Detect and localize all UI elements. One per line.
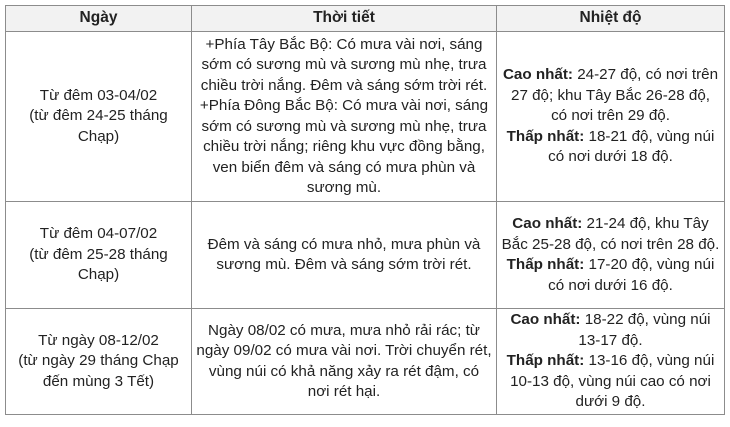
temperature-cell — [497, 202, 725, 309]
weather-cell — [192, 32, 497, 202]
date-range: Từ đêm 03-04/02 — [39, 86, 158, 104]
max-temperature-label: Cao nhất: — [502, 66, 573, 84]
header-date: Ngày — [6, 6, 192, 32]
lunar-date-range: (từ đêm 25-28 tháng Chạp) — [29, 245, 168, 284]
max-temperature-value: 21-24 độ, khu Tây Bắc 25-28 độ, có nơi trên 28 độ. — [501, 215, 720, 253]
max-temperature-label: Cao nhất: — [510, 311, 581, 329]
weather-description: Đêm và sáng có mưa nhỏ, mưa phùn và sương mù. Đêm và sáng sớm trời rét. — [207, 235, 481, 273]
date-cell — [6, 202, 192, 309]
lunar-date-range: (từ ngày 29 tháng Chạp đến mùng 3 Tết) — [18, 352, 179, 390]
min-temperature-label: Thấp nhất: — [506, 352, 585, 370]
temperature-cell — [497, 32, 725, 202]
min-temperature-value: 13-16 độ, vùng núi 10-13 độ, vùng núi cao có nơi dưới 9 độ. — [510, 352, 715, 411]
weather-description: +Phía Tây Bắc Bộ: Có mưa vài nơi, sáng sớm có sương mù và sương mù nhẹ, trưa chiều trời nắng. Đêm và sáng sớm trời rét. — [200, 35, 488, 94]
min-temperature — [501, 255, 720, 296]
min-temperature-value: 17-20 độ, vùng núi có nơi dưới 16 độ. — [548, 256, 715, 294]
min-temperature — [501, 127, 720, 168]
header-temperature: Nhiệt độ — [497, 6, 725, 32]
date-range: Từ đêm 04-07/02 — [39, 225, 158, 243]
max-temperature-value: 18-22 độ, vùng núi 13-17 độ. — [578, 311, 711, 349]
date-cell — [6, 32, 192, 202]
weather-forecast-table — [5, 5, 725, 415]
weather-description: +Phía Đông Bắc Bộ: Có mưa vài nơi, sáng sớm có sương mù và sương mù nhẹ, trưa chiều trời nắng; riêng khu vực đồng bằng, ven biển đêm và sáng có mưa phùn và sương mù. — [199, 97, 489, 196]
weather-cell — [192, 202, 497, 309]
max-temperature-label: Cao nhất: — [512, 215, 583, 232]
max-temperature — [501, 214, 720, 255]
max-temperature — [501, 65, 720, 127]
lunar-date-range: (từ đêm 24-25 tháng Chạp) — [29, 107, 168, 145]
table-row — [6, 202, 725, 309]
date-cell — [6, 309, 192, 415]
min-temperature-value: 18-21 độ, vùng núi có nơi dưới 18 độ. — [548, 127, 715, 166]
min-temperature-label: Thấp nhất: — [506, 256, 585, 273]
table-row — [6, 309, 725, 415]
header-weather: Thời tiết — [192, 6, 497, 32]
max-temperature-value: 24-27 độ, có nơi trên 27 độ; khu Tây Bắc 26-28 độ, có nơi trên 29 độ. — [511, 66, 719, 125]
min-temperature-label: Thấp nhất: — [506, 127, 585, 145]
table-row — [6, 32, 725, 202]
date-range: Từ ngày 08-12/02 — [38, 331, 159, 349]
weather-description: Ngày 08/02 có mưa, mưa nhỏ rải rác; từ ngày 09/02 có mưa vài nơi. Trời chuyển rét, vùng núi có khả năng xảy ra rét đậm, có nơi rét hại. — [196, 321, 492, 400]
temperature-cell — [497, 309, 725, 415]
weather-cell — [192, 309, 497, 415]
table-header-row — [6, 6, 725, 32]
min-temperature — [501, 351, 720, 413]
max-temperature — [501, 310, 720, 351]
